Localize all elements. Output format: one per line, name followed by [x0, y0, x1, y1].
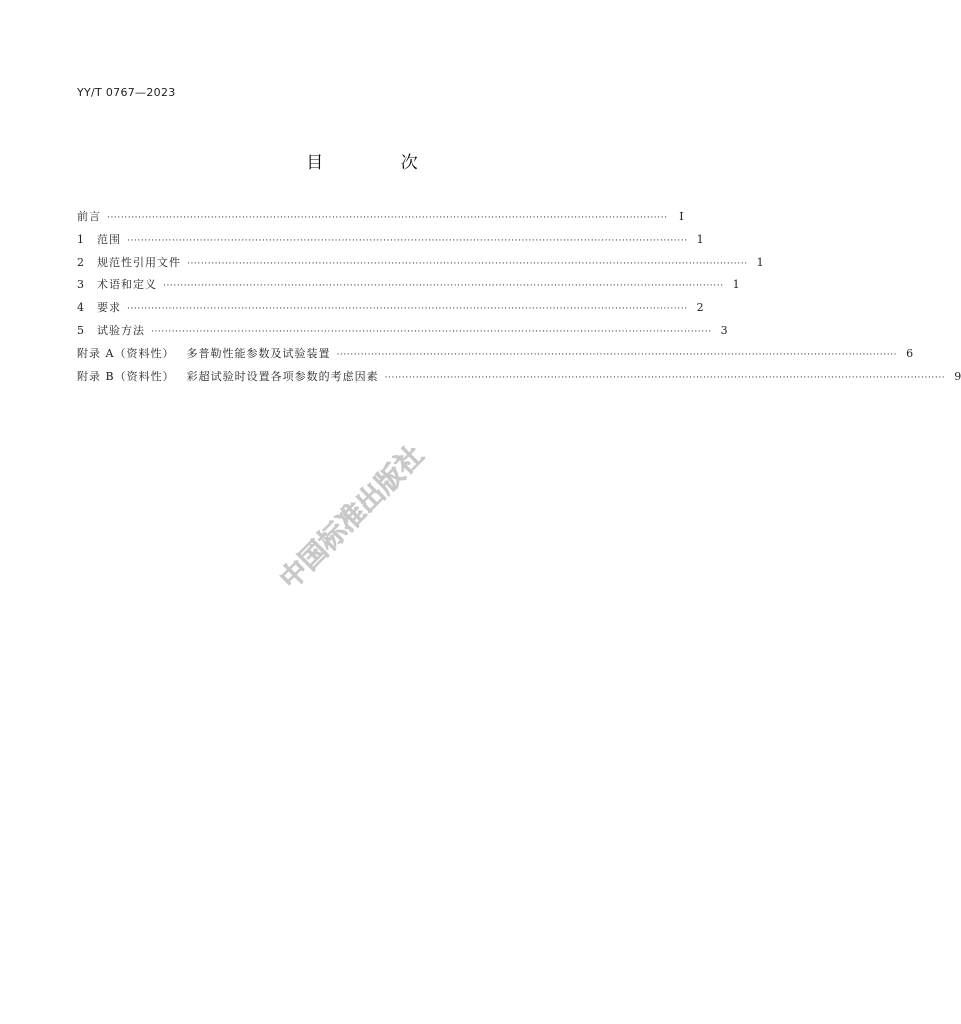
toc-leader-dots: ·································································································································································· — [336, 349, 898, 360]
toc-entry-page: 6 — [906, 346, 914, 360]
toc-entry-label: 附录 B（资料性） — [77, 369, 175, 383]
toc-entry-label: 要求 — [97, 301, 121, 315]
toc-entry-scope[interactable] — [77, 229, 704, 252]
toc-entry-requirements[interactable] — [77, 297, 704, 320]
publisher-watermark: 中国标准出版社 — [274, 439, 430, 596]
toc-entry-page: 1 — [756, 255, 764, 269]
table-of-contents — [77, 206, 961, 388]
toc-leader-dots: ·································································································································································· — [384, 372, 946, 383]
toc-entry-normative-references[interactable] — [77, 252, 764, 275]
toc-leader-dots: ·································································································································································· — [163, 281, 724, 292]
toc-leader-dots: ·································································································································································· — [107, 213, 668, 223]
toc-entry-number: 5 — [77, 323, 84, 337]
toc-entry-foreword[interactable] — [77, 206, 684, 229]
toc-leader-dots: ·································································································································································· — [127, 304, 688, 315]
toc-title: 目 次 — [306, 153, 454, 173]
toc-entry-page: 1 — [732, 278, 740, 292]
toc-entry-page: Ⅰ — [679, 210, 684, 223]
toc-entry-sublabel: 彩超试验时设置各项参数的考虑因素 — [186, 369, 379, 383]
toc-entry-label: 术语和定义 — [97, 278, 157, 292]
toc-entry-number: 4 — [77, 301, 84, 315]
toc-entry-annex-b[interactable] — [77, 366, 961, 389]
toc-entry-annex-a[interactable] — [77, 343, 914, 366]
toc-entry-page: 9 — [954, 369, 961, 383]
toc-entry-page: 2 — [696, 301, 704, 315]
toc-leader-dots: ·································································································································································· — [127, 235, 688, 246]
toc-entry-page: 1 — [696, 232, 704, 246]
toc-entry-test-methods[interactable] — [77, 320, 728, 343]
toc-entry-label: 规范性引用文件 — [97, 255, 181, 269]
toc-entry-terms-definitions[interactable] — [77, 274, 740, 297]
toc-entry-number: 1 — [77, 232, 84, 246]
toc-entry-number: 3 — [77, 278, 84, 292]
toc-entry-label: 范围 — [97, 232, 121, 246]
toc-entry-sublabel: 多普勒性能参数及试验装置 — [186, 346, 331, 360]
toc-leader-dots: ·································································································································································· — [151, 326, 712, 337]
toc-entry-number: 2 — [77, 255, 84, 269]
toc-entry-label: 前言 — [77, 210, 101, 223]
toc-entry-label: 附录 A（资料性） — [77, 346, 175, 360]
toc-entry-page: 3 — [720, 323, 728, 337]
toc-entry-label: 试验方法 — [97, 323, 145, 337]
toc-leader-dots: ·································································································································································· — [187, 258, 748, 269]
document-code: YY/T 0767—2023 — [77, 86, 176, 99]
